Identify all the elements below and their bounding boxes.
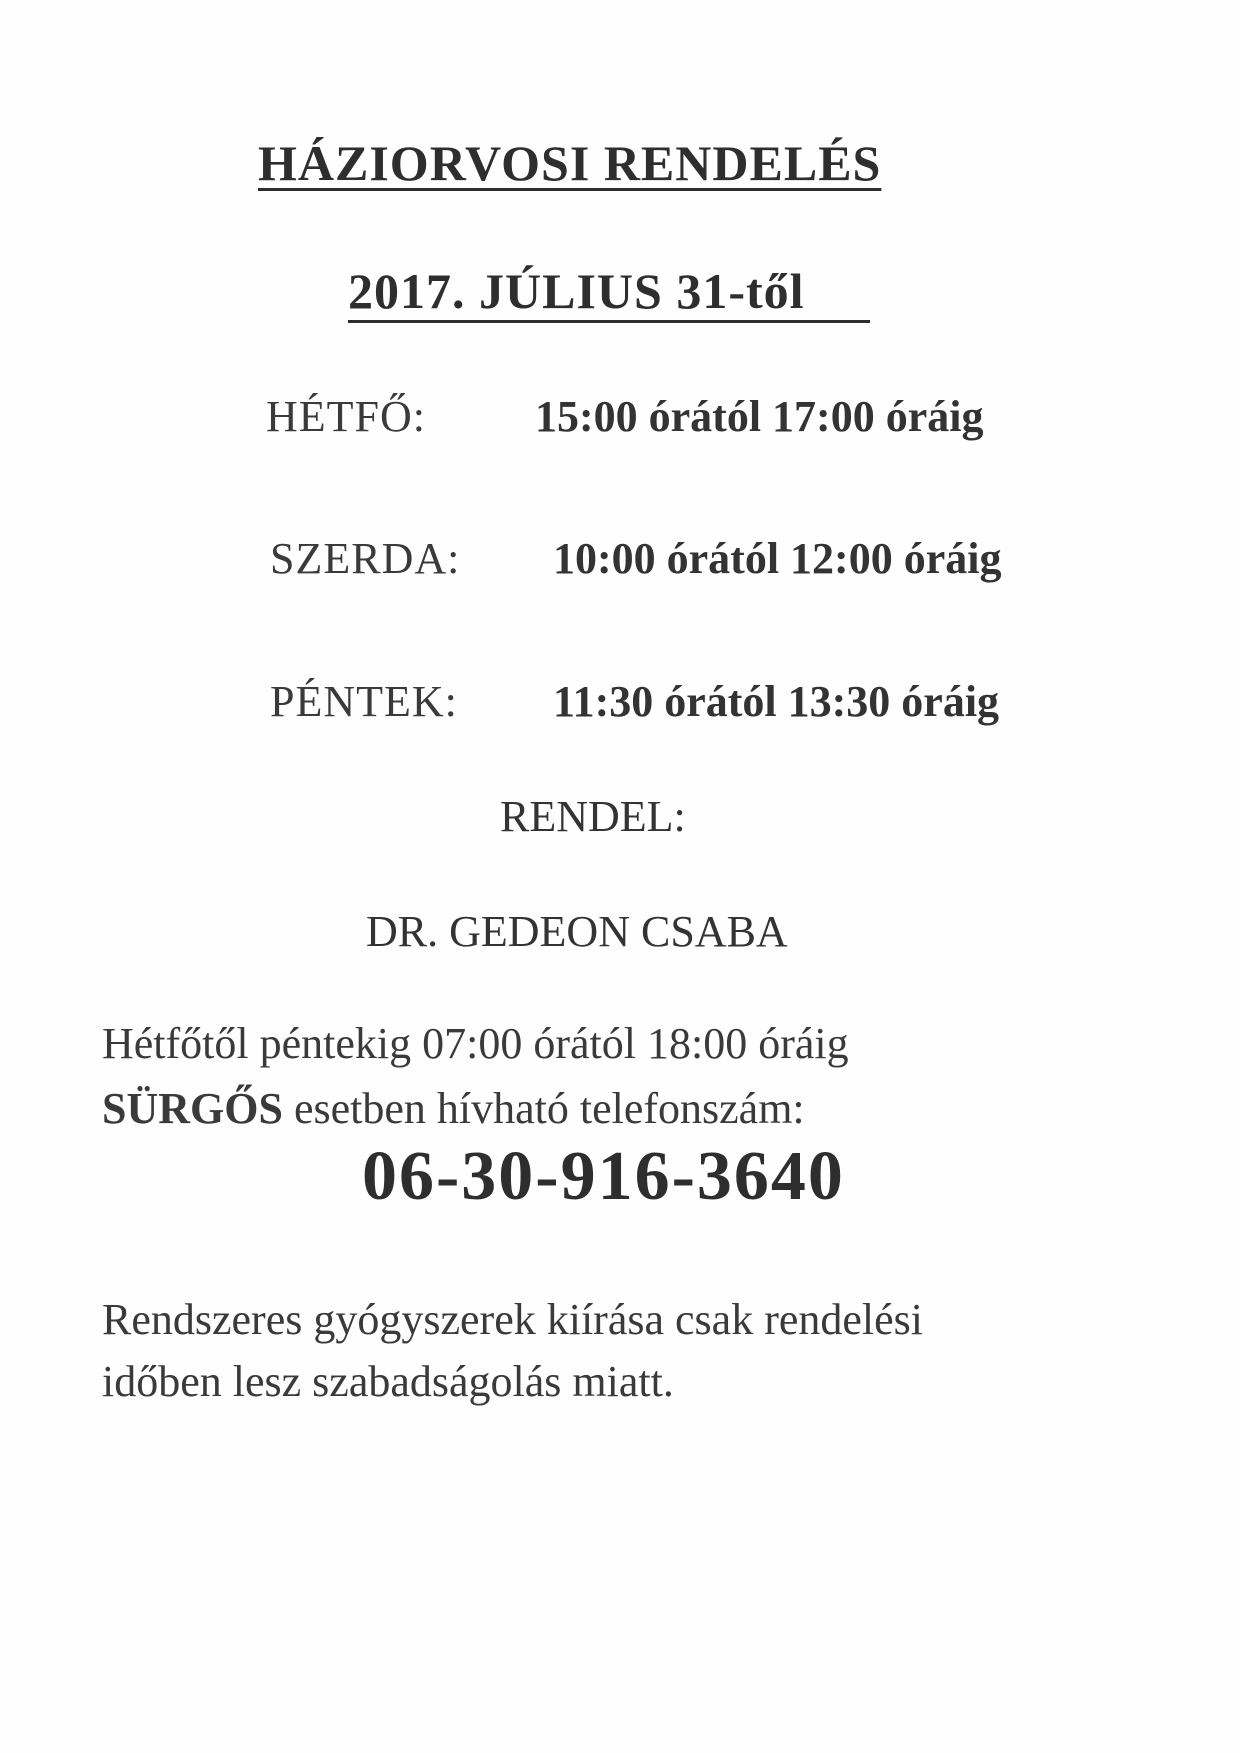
effective-date: 2017. JÚLIUS 31-től (348, 263, 805, 319)
prescription-note-line-2: időben lesz szabadságolás miatt. (102, 1357, 674, 1406)
page-title: HÁZIORVOSI RENDELÉS (258, 135, 882, 191)
doctor-name: DR. GEDEON CSABA (366, 907, 788, 956)
urgent-phone-label (102, 1084, 805, 1133)
prescription-note-line-1: Rendszeres gyógyszerek kiírása csak rendelési (102, 1295, 924, 1344)
urgent-emphasis: SÜRGŐS (102, 1084, 283, 1133)
schedule-hours-friday: 11:30 órától 13:30 óráig (553, 677, 1000, 726)
doctor-label: RENDEL: (500, 792, 686, 841)
schedule-day-friday: PÉNTEK: (270, 677, 458, 726)
schedule-day-monday: HÉTFŐ: (266, 392, 426, 441)
schedule-day-wednesday: SZERDA: (270, 534, 461, 583)
schedule-hours-wednesday: 10:00 órától 12:00 óráig (553, 534, 1002, 583)
urgent-hours-line: Hétfőtől péntekig 07:00 órától 18:00 óráig (102, 1019, 849, 1068)
urgent-label-rest: esetben hívható telefonszám: (282, 1084, 805, 1133)
urgent-phone-number: 06-30-916-3640 (362, 1138, 845, 1215)
schedule-hours-monday: 15:00 órától 17:00 óráig (535, 392, 984, 441)
date-underline (348, 320, 870, 323)
